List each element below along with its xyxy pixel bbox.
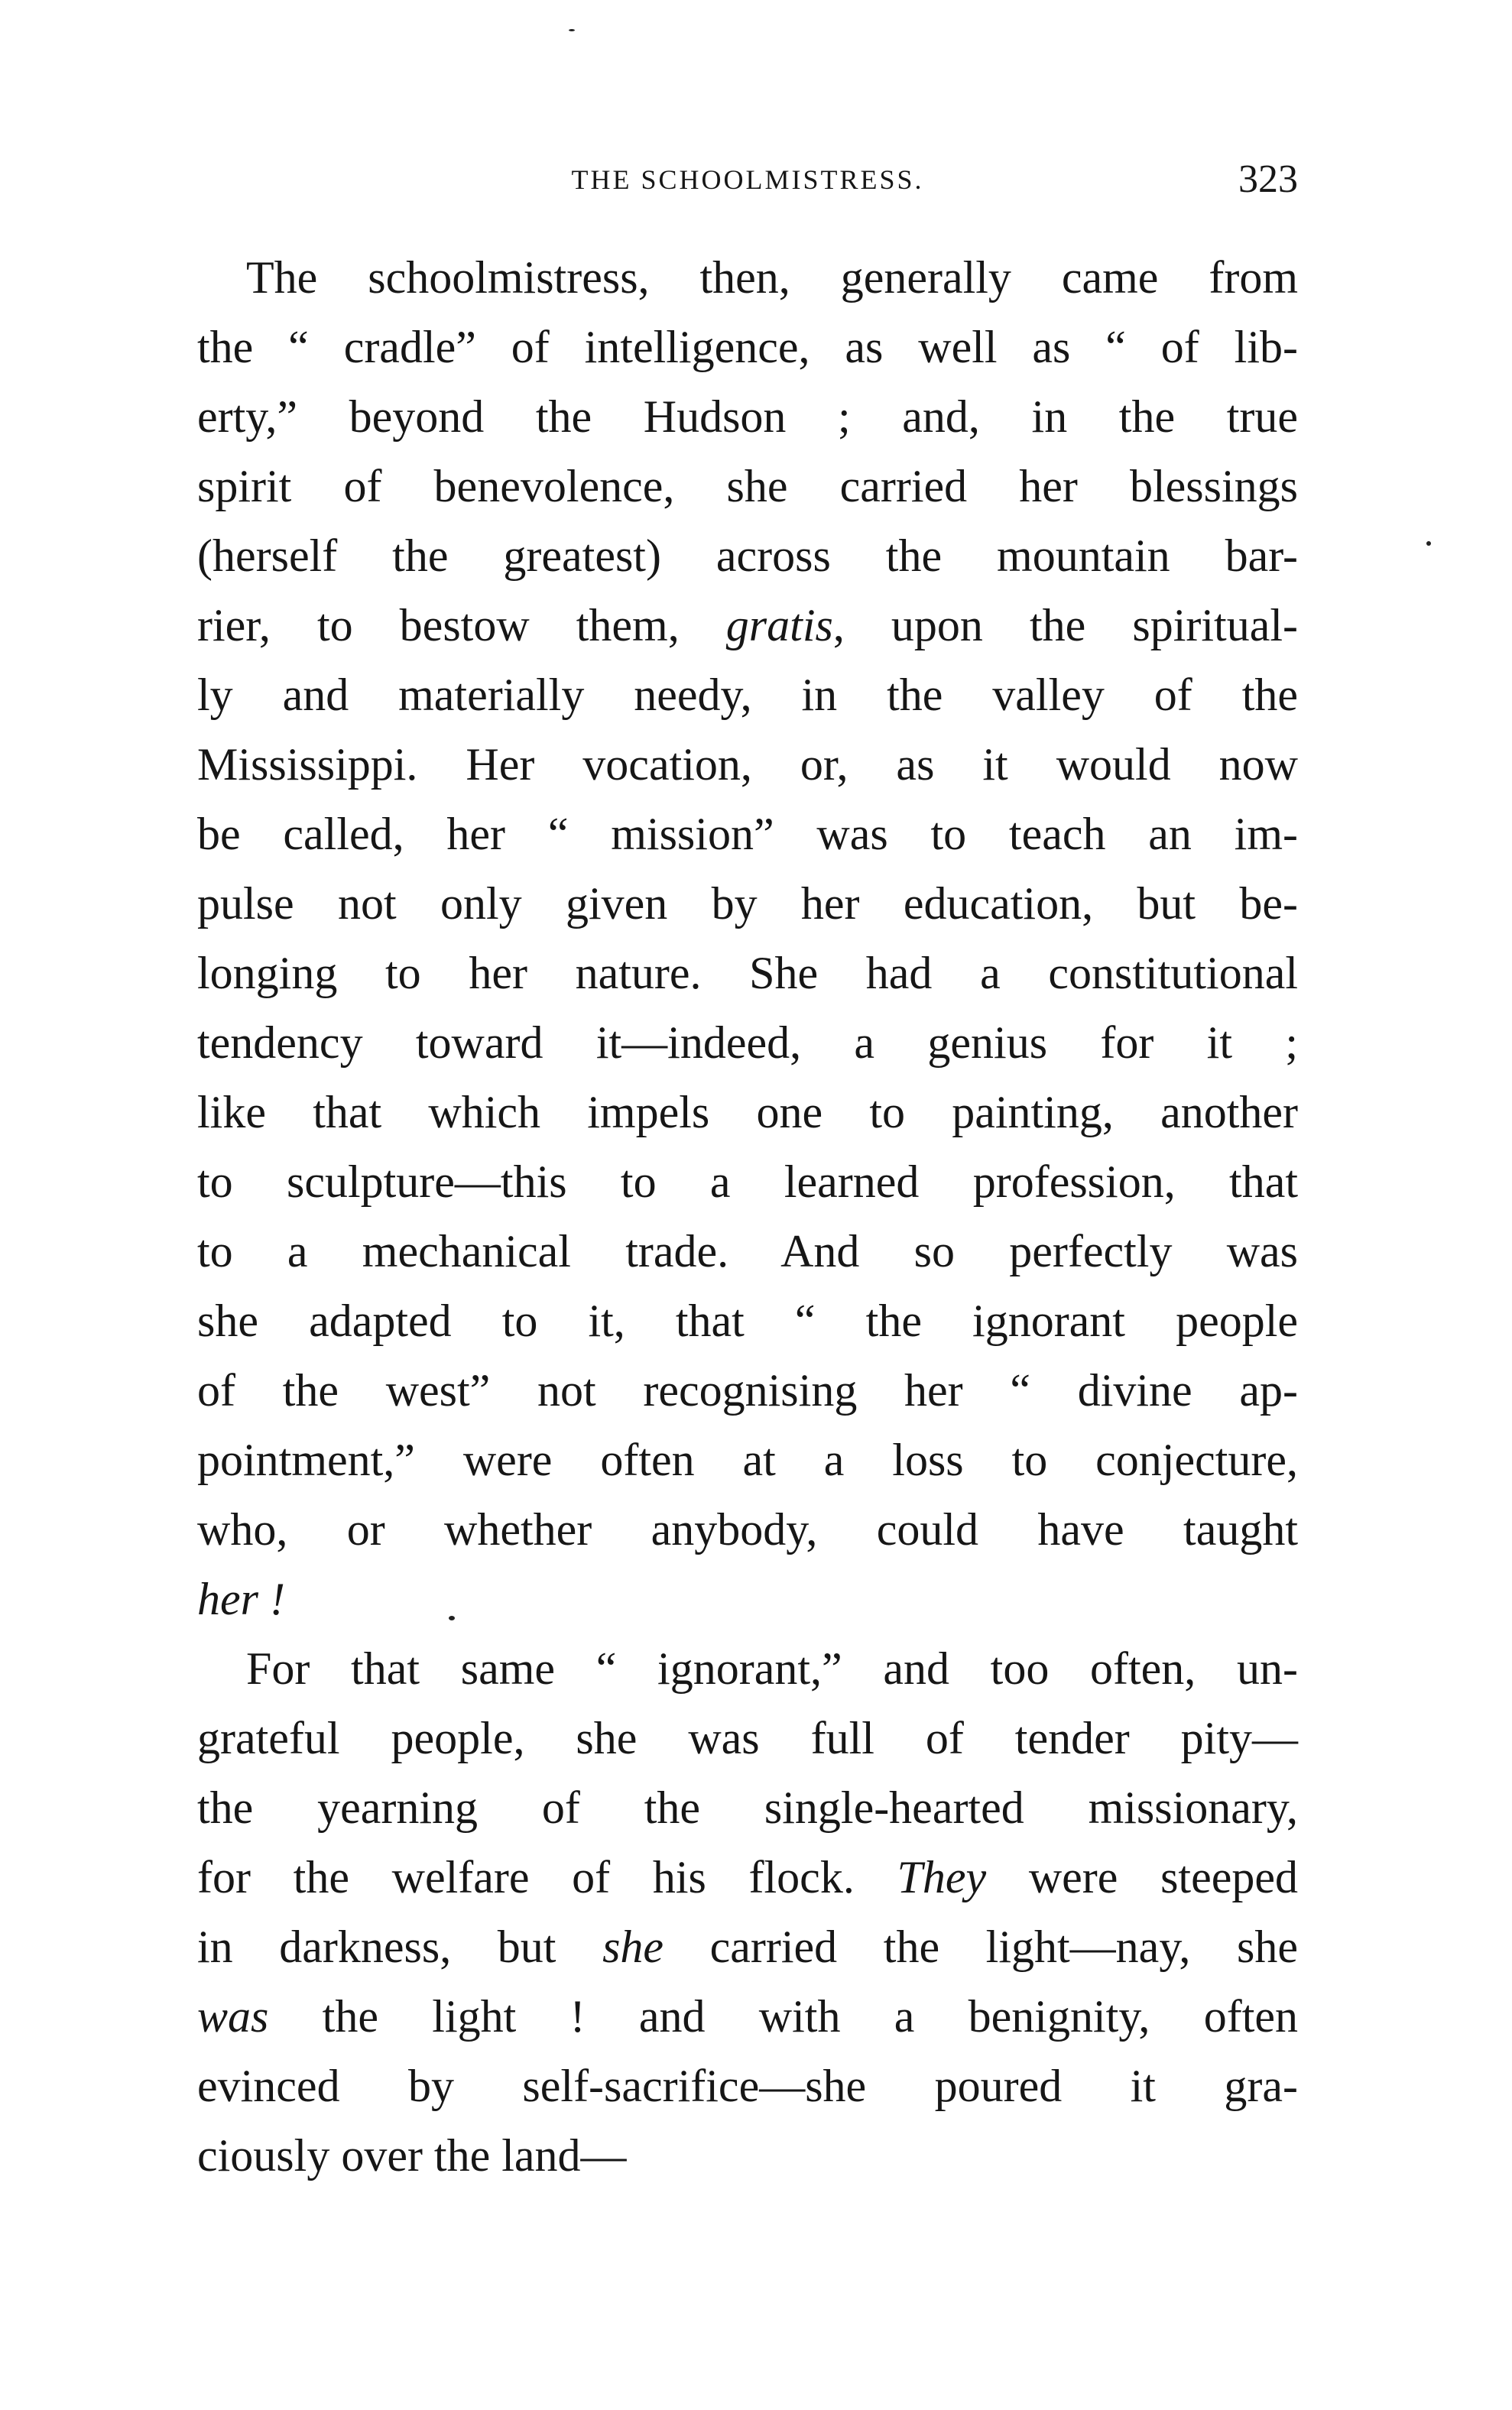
- body-text: [197, 243, 1298, 2191]
- text-line: [197, 1008, 1298, 1078]
- text-run: the light ! and with a benignity, often: [268, 1991, 1298, 2042]
- text-run: evinced by self-sacrifice—she poured it gra-: [197, 2061, 1298, 2111]
- text-run: like that which impels one to painting, another: [197, 1087, 1298, 1137]
- text-line: [197, 1982, 1298, 2052]
- text-run: rier, to bestow them,: [197, 600, 726, 650]
- text-run: the “ cradle” of intelligence, as well as “ of lib-: [197, 322, 1298, 372]
- text-line: [197, 800, 1298, 869]
- text-run: who, or whether anybody, could have taught: [197, 1504, 1298, 1555]
- text-run: in darkness, but: [197, 1922, 603, 1972]
- text-run: she adapted to it, that “ the ignorant people: [197, 1296, 1298, 1346]
- print-speck: [569, 29, 575, 31]
- text-run: (herself the greatest) across the mountain bar-: [197, 530, 1298, 581]
- running-title: THE SCHOOLMISTRESS.: [571, 164, 924, 195]
- text-run: For that same “ ignorant,” and too often, un-: [246, 1643, 1298, 1694]
- text-run: of the west” not recognising her “ divine ap-: [197, 1365, 1298, 1416]
- text-line: [197, 2121, 1298, 2191]
- text-line: [197, 313, 1298, 382]
- text-run: to a mechanical trade. And so perfectly was: [197, 1226, 1298, 1276]
- text-run: be called, her “ mission” was to teach an im-: [197, 809, 1298, 859]
- italic-text: They: [897, 1852, 987, 1902]
- text-run: to sculpture—this to a learned profession, that: [197, 1156, 1298, 1207]
- print-speck: [1426, 541, 1431, 546]
- text-run: erty,” beyond the Hudson ; and, in the true: [197, 391, 1298, 442]
- text-line: [197, 1078, 1298, 1147]
- text-line: [197, 660, 1298, 730]
- text-line: [197, 1495, 1298, 1565]
- text-run: were steeped: [986, 1852, 1298, 1902]
- text-line: [197, 1565, 1298, 1634]
- text-run: grateful people, she was full of tender pity—: [197, 1713, 1298, 1763]
- text-line: [197, 1704, 1298, 1773]
- text-line: [197, 1843, 1298, 1912]
- text-line: [197, 1426, 1298, 1495]
- text-line: [197, 591, 1298, 660]
- paragraph: [197, 1634, 1298, 2191]
- text-run: for the welfare of his flock.: [197, 1852, 897, 1902]
- text-run: longing to her nature. She had a constitutional: [197, 948, 1298, 998]
- text-line: [197, 1634, 1298, 1704]
- text-line: [197, 869, 1298, 939]
- text-line: [197, 1217, 1298, 1286]
- text-line: [197, 1773, 1298, 1843]
- text-run: Mississippi. Her vocation, or, as it would now: [197, 739, 1298, 790]
- text-line: [197, 1286, 1298, 1356]
- text-line: [197, 521, 1298, 591]
- text-line: [197, 939, 1298, 1008]
- text-line: [197, 1356, 1298, 1426]
- italic-text: her !: [197, 1574, 285, 1624]
- print-speck: [449, 1616, 455, 1620]
- text-run: The schoolmistress, then, generally came from: [246, 252, 1298, 303]
- page-number: 323: [1238, 157, 1298, 201]
- text-run: ciously over the land—: [197, 2130, 627, 2181]
- text-line: [197, 1147, 1298, 1217]
- text-line: [197, 243, 1298, 313]
- text-line: [197, 452, 1298, 521]
- running-head: [197, 157, 1298, 203]
- italic-text: was: [197, 1991, 269, 2042]
- text-run: tendency toward it—indeed, a genius for it ;: [197, 1017, 1298, 1068]
- italic-text: gratis: [725, 600, 833, 650]
- text-run: spirit of benevolence, she carried her blessings: [197, 461, 1298, 511]
- text-run: ly and materially needy, in the valley of the: [197, 670, 1298, 720]
- text-line: [197, 730, 1298, 800]
- text-run: pointment,” were often at a loss to conjecture,: [197, 1435, 1298, 1485]
- text-run: pulse not only given by her education, but be-: [197, 878, 1298, 929]
- text-run: carried the light—nay, she: [664, 1922, 1298, 1972]
- text-line: [197, 1912, 1298, 1982]
- paragraph: [197, 243, 1298, 1634]
- text-run: , upon the spiritual-: [832, 600, 1298, 650]
- italic-text: she: [602, 1922, 664, 1972]
- text-line: [197, 2052, 1298, 2121]
- text-run: the yearning of the single-hearted missionary,: [197, 1782, 1298, 1833]
- text-line: [197, 382, 1298, 452]
